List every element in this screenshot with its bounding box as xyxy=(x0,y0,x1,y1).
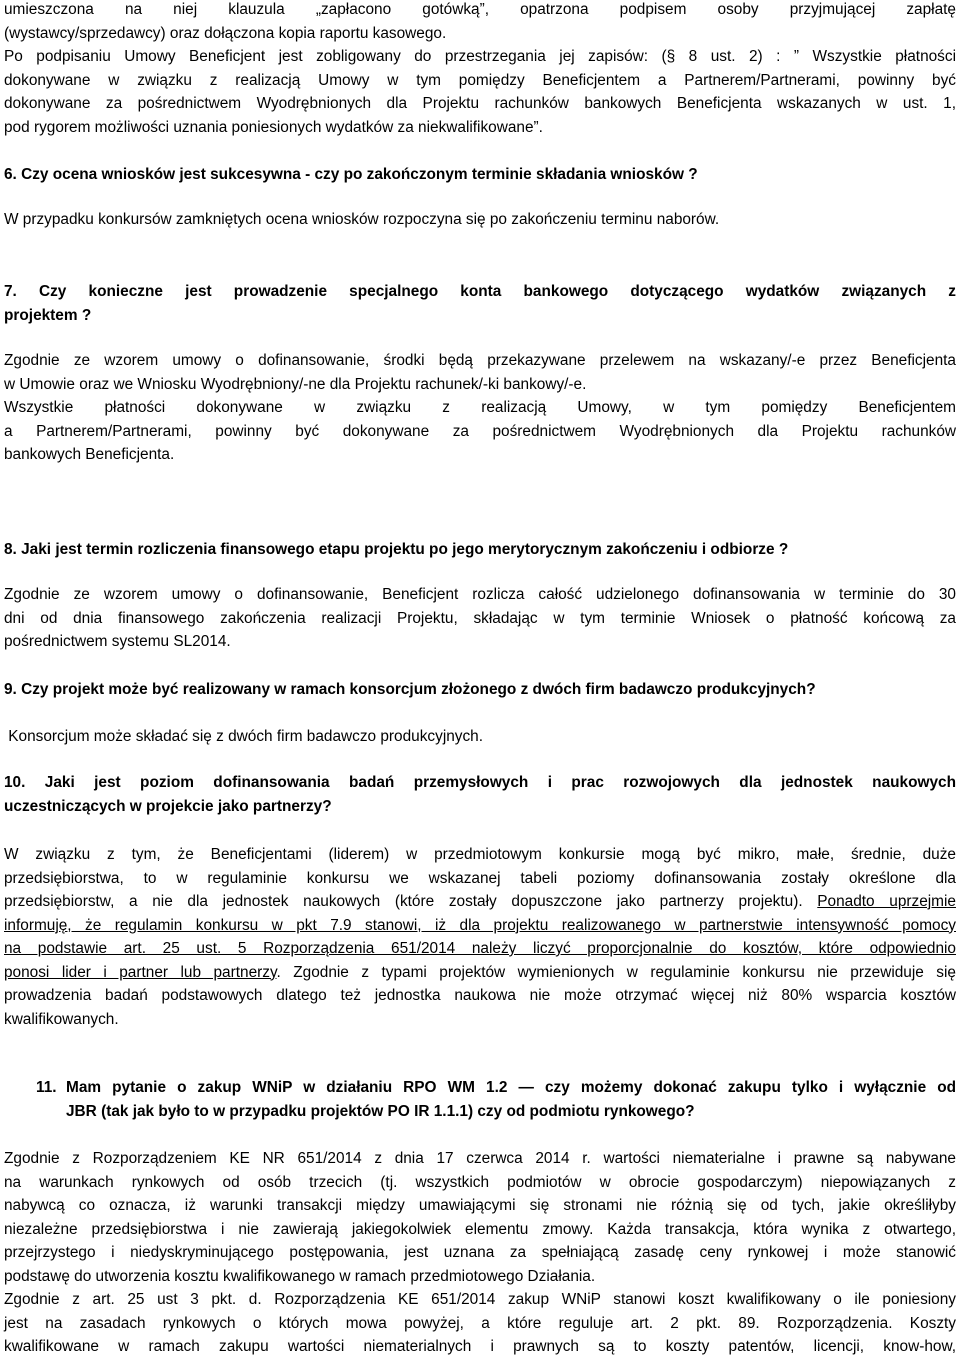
text-line: jest na zasadach rynkowych o których mowa powyżej, a które reguluje art. 2 pkt. 89. Rozporządzenia. Koszty xyxy=(4,1314,956,1332)
text-line: Wszystkie płatności dokonywane w związku z realizacją Umowy, w tym pomiędzy Beneficjentem xyxy=(4,399,956,416)
text-line: w Umowie oraz we Wniosku Wyodrębniony/-ne dla Projektu rachunek/-ki bankowy/-e. xyxy=(4,375,587,393)
question-11 xyxy=(66,1076,956,1123)
text-line: W związku z tym, że Beneficjentami (liderem) w przedmiotowym konkursie mogą być mikro, małe, średnie, duże xyxy=(4,846,956,863)
text-line: Konsorcjum może składać się z dwóch firm badawczo produkcyjnych. xyxy=(4,728,484,745)
text-line: Zgodnie ze wzorem umowy o dofinansowanie, Beneficjent rozlicza całość udzielonego dofinansowania w terminie do 30 xyxy=(4,586,956,603)
text-line: 9. Czy projekt może być realizowany w ramach konsorcjum złożonego z dwóch firm badawczo produkcyjnych? xyxy=(4,681,816,698)
question-8 xyxy=(4,538,956,562)
text-line: Mam pytanie o zakup WNiP w działaniu RPO WM 1.2 — czy możemy dokonać zakupu tylko i wyłącznie od xyxy=(66,1079,956,1096)
underlined-text: Ponadto uprzejmie xyxy=(817,893,956,910)
text-line: Zgodnie ze wzorem umowy o dofinansowanie, środki będą przekazywane przelewem na wskazany/-e przez Beneficjenta xyxy=(4,352,956,369)
answer-6 xyxy=(4,208,956,232)
paragraph-continuation xyxy=(4,0,956,139)
text-line: 8. Jaki jest termin rozliczenia finansowego etapu projektu po jego merytorycznym zakończeniu i odbiorze ? xyxy=(4,541,789,558)
text-line: dokonywane za pośrednictwem Wyodrębnionych dla Projektu rachunków bankowych Beneficjenta wskazanych w ust. 1, xyxy=(4,95,956,112)
text-line: projektem ? xyxy=(4,306,92,324)
answer-9 xyxy=(4,725,956,749)
text-line: 10. Jaki jest poziom dofinansowania badań przemysłowych i prac rozwojowych dla jednostek naukowych xyxy=(4,774,956,791)
answer-11 xyxy=(4,1147,956,1359)
text-line: Po podpisaniu Umowy Beneficjent jest zobligowany do przestrzegania jej zapisów: (§ 8 ust. 2) : ” Wszystkie płatności xyxy=(4,48,956,65)
text-line: 6. Czy ocena wniosków jest sukcesywna - czy po zakończonym terminie składania wniosków ? xyxy=(4,166,698,183)
answer-8 xyxy=(4,583,956,654)
underlined-text: ponosi lider i partner lub partnerzy xyxy=(4,963,277,981)
question-10 xyxy=(4,771,956,818)
underlined-text-line: na podstawie art. 25 ust. 5 Rozporządzenia 651/2014 należy liczyć proporcjonalnie do kosztów, które odpowiednio xyxy=(4,940,956,957)
answer-10 xyxy=(4,843,956,1031)
text-line: pośrednictwem systemu SL2014. xyxy=(4,633,231,650)
text-line: na warunkach rynkowych od osób trzecich (tj. wszystkich podmiotów w obrocie gospodarczym) niepowiązanych z xyxy=(4,1173,956,1191)
text-line: Zgodnie z Rozporządzeniem KE NR 651/2014 z dnia 17 czerwca 2014 r. wartości niematerialne i prawne są nabywane xyxy=(4,1150,956,1167)
text-line xyxy=(4,961,956,985)
text-line: kwalifikowane w ramach zakupu wartości niematerialnych i prawnych są to koszty patentów, licencji, know-how, xyxy=(4,1338,956,1355)
underlined-text-line: informuję, że regulamin konkursu w pkt 7.9 stanowi, iż dla projektu realizowanego w partnerstwie intensywność pomocy xyxy=(4,916,956,934)
text-line: nabywcą co oznacza, iż warunki transakcji między umawiającymi się stronami nie różnią się od tych, jakie określiłyby xyxy=(4,1197,956,1214)
text-line: niezależne przedsiębiorstwa i nie zawierają jakiegokolwiek elementu zmowy. Każda transakcja, która wynika z otwartego, xyxy=(4,1220,956,1238)
answer-7 xyxy=(4,349,956,467)
question-9 xyxy=(4,678,956,702)
text-line: dokonywane w związku z realizacją Umowy w tym pomiędzy Beneficjentem a Partnerem/Partnerami, powinny być xyxy=(4,71,956,89)
question-6 xyxy=(4,163,956,187)
text-line: pod rygorem możliwości uznania poniesionych wydatków za niekwalifikowane”. xyxy=(4,118,543,136)
text-line xyxy=(4,890,956,914)
text-line: przedsiębiorstwa, to w regulaminie konkursu we wskazanej tabeli poziomy dofinansowania zostały określone dla xyxy=(4,869,956,887)
text-line: Zgodnie z art. 25 ust 3 pkt. d. Rozporządzenia KE 651/2014 zakup WNiP stanowi koszt kwalifikowany o ile poniesiony xyxy=(4,1291,956,1308)
text-line: 7. Czy konieczne jest prowadzenie specjalnego konta bankowego dotyczącego wydatków związanych z xyxy=(4,283,956,300)
text-line: (wystawcy/sprzedawcy) oraz dołączona kopia raportu kasowego. xyxy=(4,24,447,42)
text-line: przejrzystego i niedyskryminującego postępowania, jest uznana za spełniającą zasadę ceny rynkowej i może stanowić xyxy=(4,1244,956,1261)
text-line: a Partnerem/Partnerami, powinny być dokonywane za pośrednictwem Wyodrębnionych dla Projektu rachunków xyxy=(4,422,956,440)
question-11-number: 11. xyxy=(36,1079,57,1096)
text-line: podstawę do utworzenia kosztu kwalifikowanego w ramach przedmiotowego Działania. xyxy=(4,1267,596,1285)
text-line: JBR (tak jak było to w przypadku projektów PO IR 1.1.1) czy od podmiotu rynkowego? xyxy=(66,1102,695,1120)
text-fragment: . Zgodnie z typami projektów wymienionych w regulaminie konkursu nie przewiduje się xyxy=(276,963,956,981)
question-7 xyxy=(4,280,956,327)
text-fragment: przedsiębiorstw, a nie dla jednostek naukowych (które zostały dopuszczone jako partnerzy projektu). xyxy=(4,893,818,910)
text-line: kwalifikowanych. xyxy=(4,1010,119,1028)
text-line: dni od dnia finansowego zakończenia realizacji Projektu, składając w tym terminie Wniosek o płatność końcową za xyxy=(4,609,956,627)
text-line: prowadzenia badań podstawowych dlatego też jednostka naukowa nie może otrzymać więcej niż 80% wsparcia kosztów xyxy=(4,987,956,1004)
text-line: uczestniczących w projekcie jako partnerzy? xyxy=(4,797,332,815)
text-line: umieszczona na niej klauzula „zapłacono gotówką”, opatrzona podpisem osoby przyjmującej zapłatę xyxy=(4,1,956,18)
text-line: W przypadku konkursów zamkniętych ocena wniosków rozpoczyna się po zakończeniu terminu naborów. xyxy=(4,211,720,228)
text-line: bankowych Beneficjenta. xyxy=(4,446,175,463)
